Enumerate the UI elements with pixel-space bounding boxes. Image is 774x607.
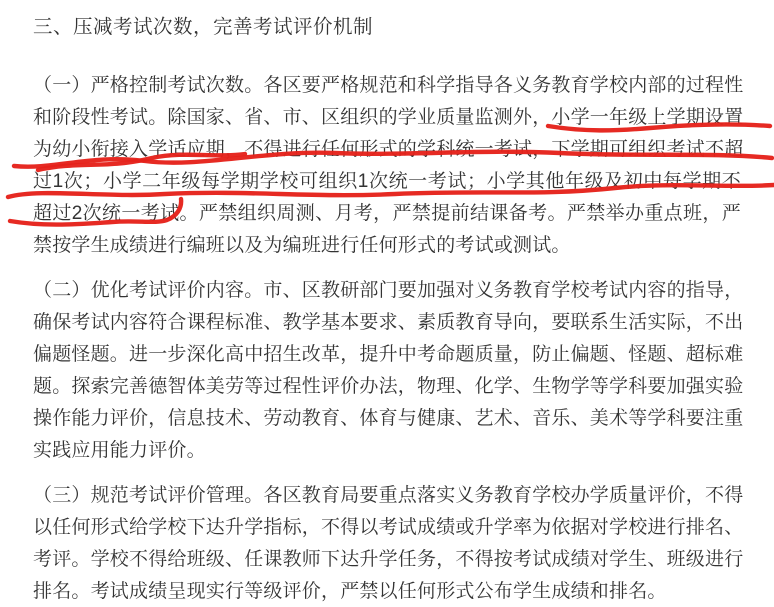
text-line: 超过2次统一考试。严禁组织周测、月考，严禁提前结课备考。严禁举办重点班，严 <box>33 203 741 224</box>
text-line: 和阶段性考试。除国家、省、市、区组织的学业质量监测外，小学一年级上学期设置 <box>33 107 744 128</box>
text-line: （二）优化考试评价内容。市、区教研部门要加强对义务教育学校考试内容的指导， <box>33 280 744 301</box>
text-line: 排名。考试成绩呈现实行等级评价，严禁以任何形式公布学生成绩和排名。 <box>33 581 667 602</box>
text-line: 为幼小衔接入学适应期，不得进行任何形式的学科统一考试，下学期可组织考试不超 <box>33 139 744 160</box>
paragraphs <box>33 70 744 607</box>
text-line: 题。探索完善德智体美劳等过程性评价办法，物理、化学、生物学等学科要加强实验 <box>33 376 744 397</box>
text-line: 禁按学生成绩进行编班以及为编班进行任何形式的考试或测试。 <box>33 235 571 256</box>
text-line: 以任何形式给学校下达升学指标，不得以考试成绩或升学率为依据对学校进行排名、 <box>33 517 744 538</box>
text-line: 确保考试内容符合课程标准、教学基本要求、素质教育导向，要联系生活实际，不出 <box>33 312 744 333</box>
text-line: （一）严格控制考试次数。各区要严格规范和科学指导各义务教育学校内部的过程性 <box>33 75 744 96</box>
paragraph <box>33 275 744 467</box>
paragraph <box>33 480 744 607</box>
text-line: 实践应用能力评价。 <box>33 440 206 461</box>
text-line: （三）规范考试评价管理。各区教育局要重点落实义务教育学校办学质量评价，不得 <box>33 485 744 506</box>
section-heading: 三、压减考试次数，完善考试评价机制 <box>33 16 374 38</box>
paragraph <box>33 70 744 262</box>
text-line: 操作能力评价，信息技术、劳动教育、体育与健康、艺术、音乐、美术等学科要注重 <box>33 408 744 429</box>
text-line: 偏题怪题。进一步深化高中招生改革，提升中考命题质量，防止偏题、怪题、超标难 <box>33 344 744 365</box>
text-line: 考评。学校不得给班级、任课教师下达升学任务，不得按考试成绩对学生、班级进行 <box>33 549 744 570</box>
text-line: 过1次；小学二年级每学期学校可组织1次统一考试；小学其他年级及初中每学期不 <box>33 171 741 192</box>
